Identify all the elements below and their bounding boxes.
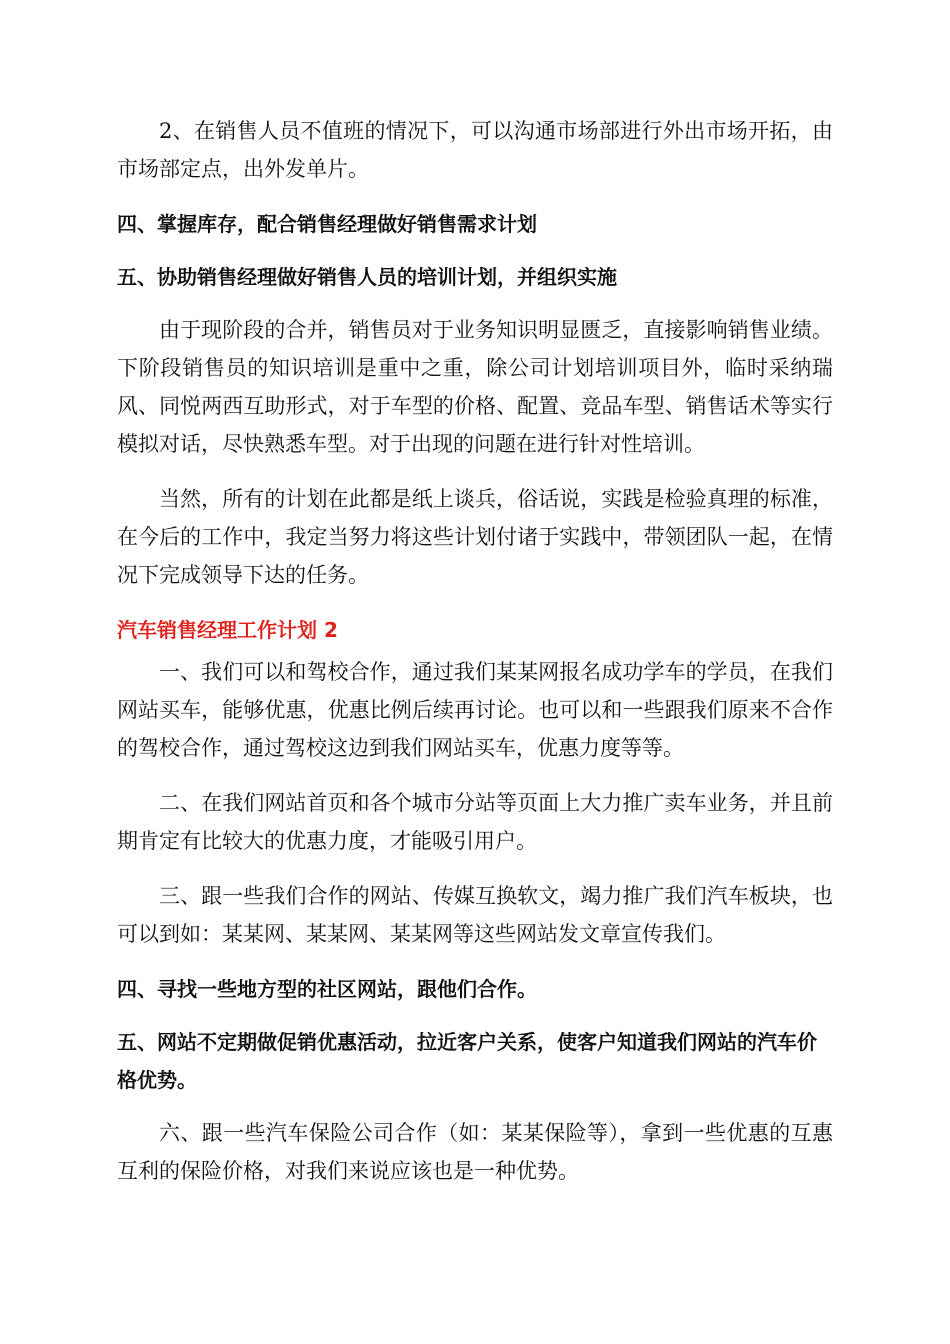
section-title-plan-2: 汽车销售经理工作计划 2: [117, 618, 338, 642]
paragraph-conclusion: 当然，所有的计划在此都是纸上谈兵，俗话说，实践是检验真理的标准，在今后的工作中，我定当努力将这些计划付诸于实践中，带领团队一起，在情况下完成领导下达的任务。: [117, 487, 833, 587]
paragraph-sales-staff-off-duty: 2、在销售人员不值班的情况下，可以沟通市场部进行外出市场开拓，由市场部定点，出外发单片。: [117, 119, 833, 181]
heading-community-sites: 四、寻找一些地方型的社区网站，跟他们合作。: [117, 977, 537, 1001]
paragraph-training-details: 由于现阶段的合并，销售员对于业务知识明显匮乏，直接影响销售业绩。下阶段销售员的知识培训是重中之重，除公司计划培训项目外，临时采纳瑞风、同悦两西互助形式，对于车型的价格、配置、竞品车型、销售话术等实行模拟对话，尽快熟悉车型。对于出现的问题在进行针对性培训。: [117, 318, 833, 456]
document-body: [117, 112, 833, 1207]
paragraph-driving-school: 一、我们可以和驾校合作，通过我们某某网报名成功学车的学员，在我们网站买车，能够优惠，优惠比例后续再讨论。也可以和一些跟我们原来不合作的驾校合作，通过驾校这边到我们网站买车，优惠力度等等。: [117, 660, 833, 760]
heading-promotions: 五、网站不定期做促销优惠活动，拉近客户关系，使客户知道我们网站的汽车价格优势。: [117, 1030, 817, 1092]
heading-training-plan: 五、协助销售经理做好销售人员的培训计划，并组织实施: [117, 265, 617, 289]
paragraph-insurance: 六、跟一些汽车保险公司合作（如：某某保险等），拿到一些优惠的互惠互利的保险价格，对我们来说应该也是一种优势。: [117, 1121, 833, 1183]
heading-inventory: 四、掌握库存，配合销售经理做好销售需求计划: [117, 212, 537, 236]
paragraph-media-exchange: 三、跟一些我们合作的网站、传媒互换软文，竭力推广我们汽车板块，也可以到如：某某网、某某网、某某网等这些网站发文章宣传我们。: [117, 884, 833, 946]
paragraph-homepage-promotion: 二、在我们网站首页和各个城市分站等页面上大力推广卖车业务，并且前期肯定有比较大的优惠力度，才能吸引用户。: [117, 791, 833, 853]
